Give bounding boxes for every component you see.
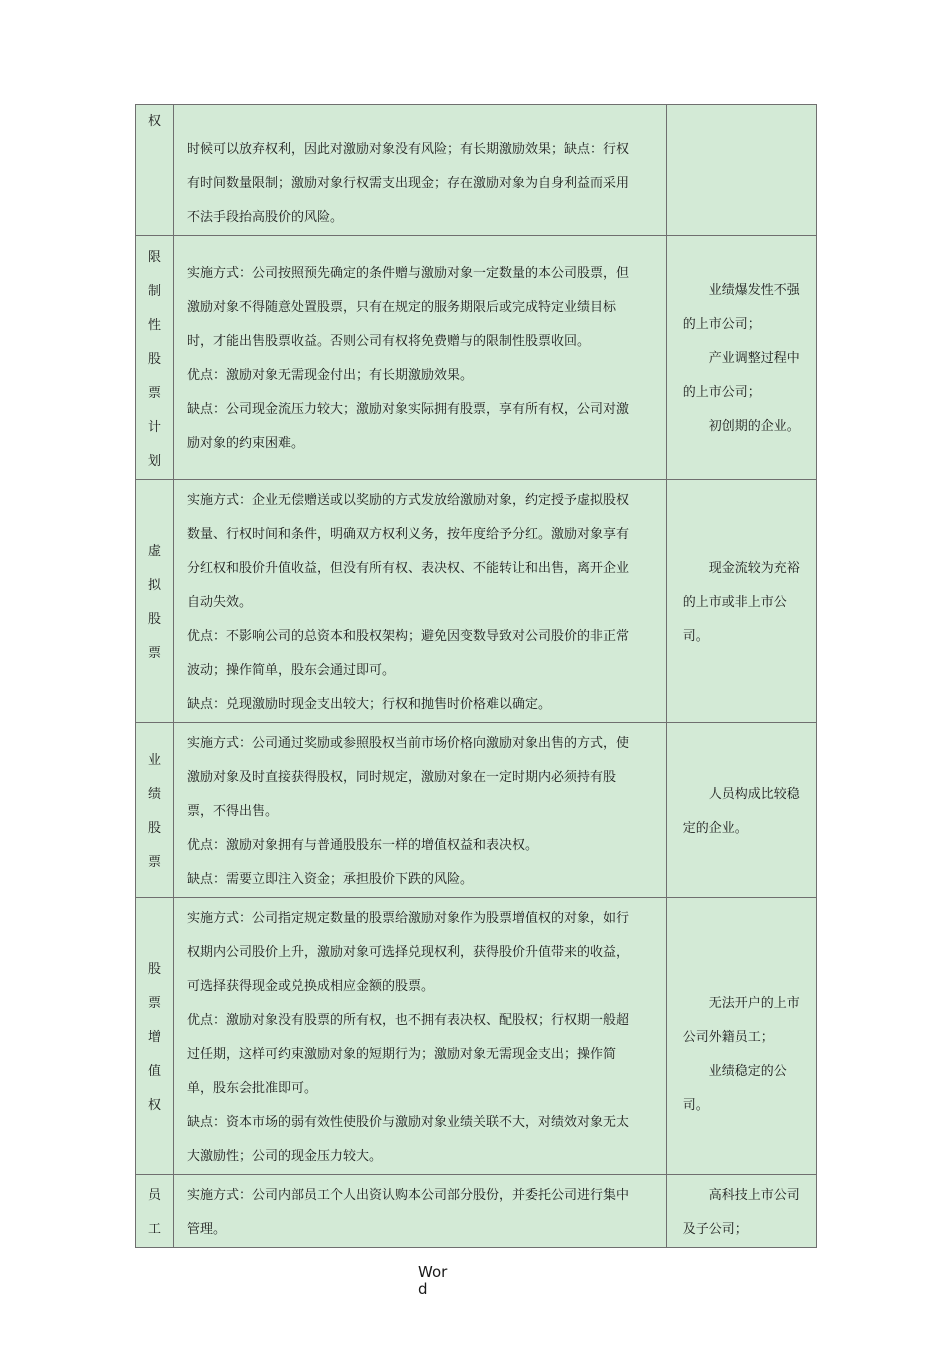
row-applicable: 高科技上市公司及子公司； [666,1175,816,1248]
row-description: 实施方式：企业无偿赠送或以奖励的方式发放给激励对象，约定授予虚拟股权 数量、行权时间和条件，明确双方权利义务，按年度给予分红。激励对象享有 分红权和股价升值收益，但没有所有权、表决权、不能转让和出售，离开企业 自动失效。 优点：不影响公司的总资本和股权架构；避免因变数导致对公司股价的非正常 波动；操作简单，股东会通过即可。 缺点：兑现激励时现金支出较大；行权和抛售时价格难以确定。 [174,480,667,723]
row-name: 股票增值权 [136,898,174,1175]
row-name: 员工 [136,1175,174,1248]
row-applicable: 人员构成比较稳定的企业。 [666,723,816,898]
table-row [136,723,817,898]
row-description: 实施方式：公司指定规定数量的股票给激励对象作为股票增值权的对象，如行 权期内公司股价上升，激励对象可选择兑现权利，获得股价升值带来的收益， 可选择获得现金或兑换成相应金额的股票。 优点：激励对象没有股票的所有权，也不拥有表决权、配股权；行权期一般超 过任期，这样可约束激励对象的短期行为；激励对象无需现金支出；操作简 单，股东会批准即可。 缺点：资本市场的弱有效性使股价与激励对象业绩关联不大，对绩效对象无太 大激励性；公司的现金压力较大。 [174,898,667,1175]
page-footer: Word [418,1263,448,1298]
row-applicable: 现金流较为充裕的上市或非上市公司。 [666,480,816,723]
row-description: 实施方式：公司按照预先确定的条件赠与激励对象一定数量的本公司股票，但 激励对象不得随意处置股票，只有在规定的服务期限后或完成特定业绩目标 时，才能出售股票收益。否则公司有权将免费赠与的限制性股票收回。 优点：激励对象无需现金付出；有长期激励效果。 缺点：公司现金流压力较大；激励对象实际拥有股票，享有所有权，公司对激 励对象的约束困难。 [174,236,667,480]
table-row [136,898,817,1175]
row-applicable: 业绩爆发性不强的上市公司； 产业调整过程中的上市公司； 初创期的企业。 [666,236,816,480]
row-applicable [666,105,816,236]
row-name: 权 [136,105,174,236]
row-name: 业绩股票 [136,723,174,898]
row-name: 虚拟股票 [136,480,174,723]
table-row [136,105,817,236]
table-row [136,236,817,480]
row-description: 实施方式：公司内部员工个人出资认购本公司部分股份，并委托公司进行集中 管理。 [174,1175,667,1248]
row-description: 时候可以放弃权利，因此对激励对象没有风险；有长期激励效果；缺点：行权 有时间数量限制；激励对象行权需支出现金；存在激励对象为自身利益而采用 不法手段抬高股价的风险。 [174,105,667,236]
table-row [136,1175,817,1248]
row-name: 限制性股票计划 [136,236,174,480]
table-row [136,480,817,723]
incentive-table [135,104,817,1248]
row-description: 实施方式：公司通过奖励或参照股权当前市场价格向激励对象出售的方式，使 激励对象及时直接获得股权，同时规定，激励对象在一定时期内必须持有股 票，不得出售。 优点：激励对象拥有与普通股股东一样的增值权益和表决权。 缺点：需要立即注入资金；承担股价下跌的风险。 [174,723,667,898]
row-applicable: 无法开户的上市公司外籍员工； 业绩稳定的公司。 [666,898,816,1175]
